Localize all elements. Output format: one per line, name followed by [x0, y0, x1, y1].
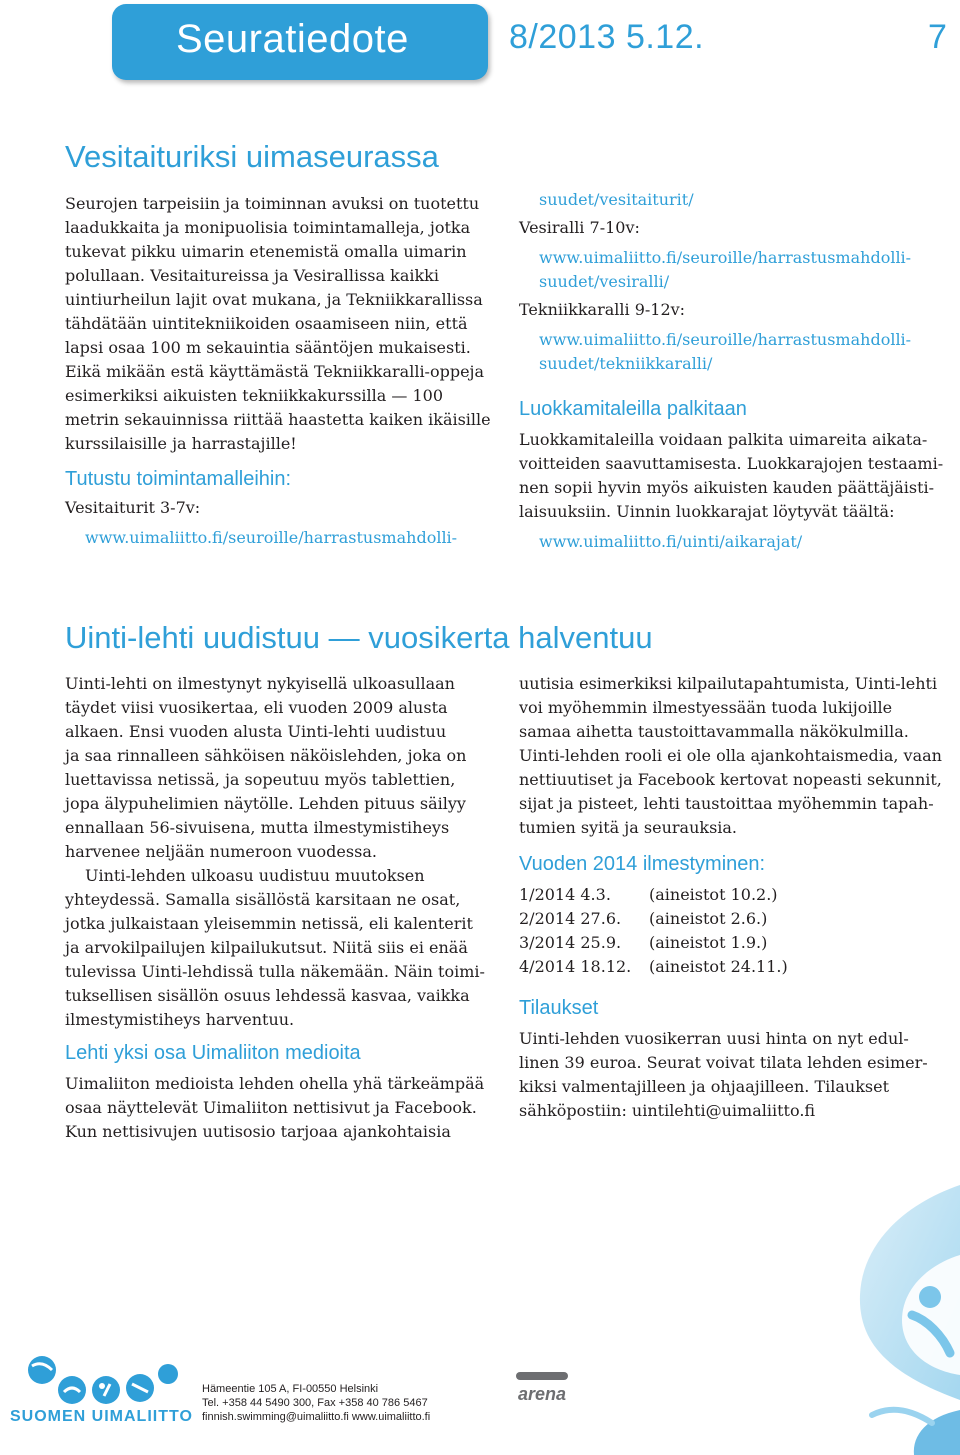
schedule-row — [519, 955, 788, 979]
body-line: Uinti-lehden vuosikerran uusi hinta on nyt edul- — [519, 1029, 909, 1048]
swimmer-decoration-icon — [832, 1185, 960, 1455]
body-line: uintiurheilun lajit ovat mukana, ja Tekniikkarallissa — [65, 290, 483, 309]
ranking-body — [519, 428, 943, 554]
body-line: ja saa rinnalleen sähköisen näköislehden, joka on — [65, 746, 467, 765]
body-line: voitteiden saavuttamisesta. Luokkarajojen testaami- — [519, 454, 944, 473]
schedule-table — [519, 883, 788, 979]
arena-logo-icon — [510, 1370, 574, 1410]
article1-body — [65, 192, 491, 456]
contact-info — [202, 1382, 430, 1424]
body-line: jotka julkaistaan yleisemmin netissä, eli kalenterit — [65, 914, 473, 933]
body-line: laisuuksiin. Uinnin luokkarajat löytyvät täältä: — [519, 502, 895, 521]
programs-heading: Tutustu toimintamalleihin: — [65, 468, 292, 490]
body-line: Uimaliiton medioista lehden ohella yhä tärkeämpää — [65, 1074, 485, 1093]
body-line: ennallaan 56-sivuisena, mutta ilmestymistiheys — [65, 818, 450, 837]
body-line: osaa näyttelevät Uimaliiton nettisivut ja Facebook. — [65, 1098, 477, 1117]
body-line: Kun nettisivujen uutisosio tarjoaa ajankohtaisia — [65, 1122, 451, 1141]
body-line: laadukkaita ja monipuolisia toimintamalleja, jotka — [65, 218, 471, 237]
schedule-issue: 4/2014 18.12. — [519, 957, 632, 976]
article1-title: Vesitaituriksi uimaseurassa — [65, 139, 439, 174]
body-line: harvenee neljään numeroon vuodessa. — [65, 842, 377, 861]
program-link[interactable]: suudet/vesiralli/ — [539, 272, 670, 291]
body-line: Eikä mikään estä käyttämästä Tekniikkaralli-oppeja — [65, 362, 485, 381]
program-link[interactable]: www.uimaliitto.fi/seuroille/harrastusmahdolli- — [539, 248, 912, 267]
body-line: sähköpostiin: uintilehti@uimaliitto.fi — [519, 1101, 816, 1120]
schedule-heading: Vuoden 2014 ilmestyminen: — [519, 853, 766, 875]
body-line: Seurojen tarpeisiin ja toiminnan avuksi on tuotettu — [65, 194, 480, 213]
body-line: tumien syitä ja seurauksia. — [519, 818, 738, 837]
phone: Tel. +358 44 5490 300, Fax +358 40 786 5467 — [202, 1397, 428, 1409]
body-line: ilmestymistiheys harventuu. — [65, 1010, 295, 1029]
body-line: yhteydessä. Samalla sisällöstä karsitaan ne osat, — [65, 890, 461, 909]
body-line: alkaen. Ensi vuoden alusta Uinti-lehti uudistuu — [65, 722, 447, 741]
body-line: lapsi osaa 100 m sekauintia sääntöjen mukaisesti. — [65, 338, 471, 357]
body-line: voi myöhemmin ilmestyessään tuoda lukijoille — [519, 698, 893, 717]
address: Hämeentie 105 A, FI-00550 Helsinki — [202, 1383, 379, 1395]
newsletter-title: Seuratiedote — [176, 17, 409, 61]
body-line: nettiuutiset ja Facebook kertovat nopeasti sekunnit, — [519, 770, 942, 789]
body-line: luettavissa netissä, ja sopeutuu myös tablettien, — [65, 770, 456, 789]
program-link[interactable]: www.uimaliitto.fi/seuroille/harrastusmahdolli- — [85, 528, 458, 547]
body-line: Uinti-lehden ulkoasu uudistuu muutoksen — [85, 866, 425, 885]
program-name: Tekniikkaralli 9-12v: — [519, 300, 686, 319]
program-links-continued — [519, 188, 911, 376]
program-link[interactable]: suudet/tekniikkaralli/ — [539, 354, 713, 373]
body-line: täydet viisi vuosikertaa, eli vuoden 2009 alusta — [65, 698, 448, 717]
body-line: kurssilaisille ja harrastajille! — [65, 434, 297, 453]
body-line: metrin sekauinnissa riittää haastetta kaiken ikäisille — [65, 410, 491, 429]
issue-date: 8/2013 5.12. — [509, 18, 705, 56]
body-line: polullaan. Vesitaitureissa ja Vesirallissa kaikki — [65, 266, 439, 285]
schedule-issue: 1/2014 4.3. — [519, 885, 611, 904]
body-line: Luokkamitaleilla voidaan palkita uimareita aikata- — [519, 430, 928, 449]
body-line: Uinti-lehti on ilmestynyt nykyisellä ulkoasullaan — [65, 674, 455, 693]
body-line: nen sopii hyvin myös aikuisten kauden päättäjäisti- — [519, 478, 935, 497]
orders-body — [519, 1027, 928, 1123]
schedule-issue: 3/2014 25.9. — [519, 933, 622, 952]
body-line: samaa aihetta taustoittavammalla näkökulmilla. — [519, 722, 909, 741]
body-line: kiksi valmentajilleen ja ohjaajilleen. Tilaukset — [519, 1077, 890, 1096]
schedule-materials: (aineistot 10.2.) — [649, 885, 778, 904]
sponsor-name: arena — [517, 1384, 567, 1404]
body-line: ja arvokilpailujen kilpailukutsut. Niitä siis ei enää — [65, 938, 468, 957]
body-line: tukevat pikku uimarin etenemistä omalla uimarin — [65, 242, 467, 261]
body-line: tulevissa Uinti-lehdissä tulla näkemään. Näin toimi- — [65, 962, 485, 981]
body-line: linen 39 euroa. Seurat voivat tilata lehden esimer- — [519, 1053, 928, 1072]
orders-heading: Tilaukset — [519, 997, 599, 1019]
ranking-link[interactable]: www.uimaliitto.fi/uinti/aikarajat/ — [539, 532, 803, 551]
article2-title: Uinti-lehti uudistuu — vuosikerta halventuu — [65, 620, 653, 655]
schedule-issue: 2/2014 27.6. — [519, 909, 622, 928]
body-line: Uinti-lehden rooli ei ole olla ajankohtaismedia, vaan — [519, 746, 942, 765]
schedule-materials: (aineistot 24.11.) — [649, 957, 788, 976]
org-name: SUOMEN UIMALIITTO — [10, 1408, 193, 1425]
program-name: Vesiralli 7-10v: — [519, 218, 640, 237]
program-vesitaiturit — [65, 496, 457, 550]
media-heading: Lehti yksi osa Uimaliiton medioita — [65, 1042, 361, 1064]
email-web[interactable]: finnish.swimming@uimaliitto.fi www.uimaliitto.fi — [202, 1411, 431, 1423]
page-number: 7 — [928, 18, 947, 56]
program-link[interactable]: www.uimaliitto.fi/seuroille/harrastusmahdolli- — [539, 330, 912, 349]
schedule-materials: (aineistot 2.6.) — [649, 909, 768, 928]
program-name: Vesitaiturit 3-7v: — [65, 498, 201, 517]
program-link[interactable]: suudet/vesitaiturit/ — [539, 190, 694, 209]
body-line: jopa älypuhelimien näytölle. Lehden pituus säilyy — [65, 794, 466, 813]
article2-col1 — [65, 672, 485, 1032]
body-line: tähdätään uintitekniikoiden osaamiseen niin, että — [65, 314, 468, 333]
header-tab — [112, 4, 488, 80]
body-line: tuksellisen sisällön osuus lehdessä kasvaa, vaikka — [65, 986, 470, 1005]
schedule-row — [519, 883, 788, 907]
body-line: sijat ja pisteet, lehti taustoittaa myöhemmin tapah- — [519, 794, 934, 813]
schedule-row — [519, 931, 788, 955]
body-line: uutisia esimerkiksi kilpailutapahtumista, Uinti-lehti — [519, 674, 938, 693]
media-body — [65, 1072, 484, 1144]
schedule-materials: (aineistot 1.9.) — [649, 933, 768, 952]
schedule-row — [519, 907, 788, 931]
uimaliitto-logo-icon — [10, 1352, 182, 1412]
ranking-heading: Luokkamitaleilla palkitaan — [519, 398, 747, 420]
article2-col2 — [519, 672, 942, 840]
body-line: esimerkiksi aikuisten tekniikkakurssilla — 100 — [65, 386, 444, 405]
